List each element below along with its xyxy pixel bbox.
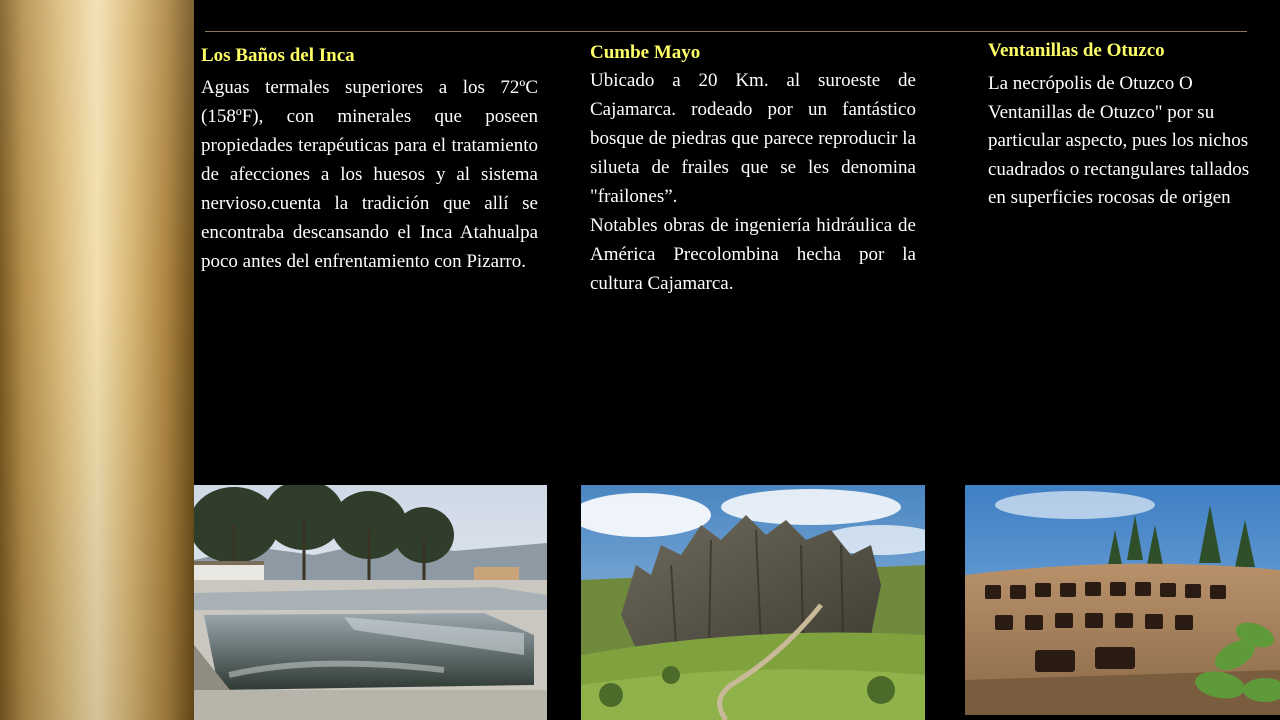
rock-niches-image — [965, 485, 1280, 715]
section-title: Cumbe Mayo — [590, 42, 701, 63]
photo-cumbe-mayo — [581, 485, 925, 720]
section-banos-del-inca — [201, 43, 538, 276]
section-paragraph: La necrópolis de Otuzco O Ventanillas de Otuzco" por su particular aspecto, pues los nichos cuadrados o rectangulares tallados en superficies rocosas de origen — [988, 73, 1250, 208]
top-divider-line — [205, 31, 1247, 32]
photo-banos-del-inca — [194, 485, 547, 720]
section-paragraph: Ubicado a 20 Km. al suroeste de Cajamarca. rodeado por un fantástico bosque de piedras que parece reproducir la silueta de frailes que se les denomina "frailones”. — [590, 70, 916, 207]
rock-forest-image — [581, 485, 925, 720]
gold-side-bar — [0, 0, 194, 720]
section-title: Los Baños del Inca — [201, 45, 355, 66]
section-title: Ventanillas de Otuzco — [988, 40, 1165, 61]
section-cumbe-mayo — [590, 40, 916, 298]
thermal-pools-image — [194, 485, 547, 720]
section-paragraph: Notables obras de ingeniería hidráulica de América Precolombina hecha por la cultura Cajamarca. — [590, 215, 916, 294]
section-ventanillas-de-otuzco — [988, 38, 1250, 213]
section-paragraph: Aguas termales superiores a los 72ºC (158ºF), con minerales que poseen propiedades terapéuticas para el tratamiento de afecciones a los huesos y al sistema nervioso.cuenta la tradición que allí se encontraba descansando el Inca Atahualpa poco antes del enfrentamiento con Pizarro. — [201, 77, 538, 272]
photo-ventanillas-de-otuzco — [965, 485, 1280, 715]
